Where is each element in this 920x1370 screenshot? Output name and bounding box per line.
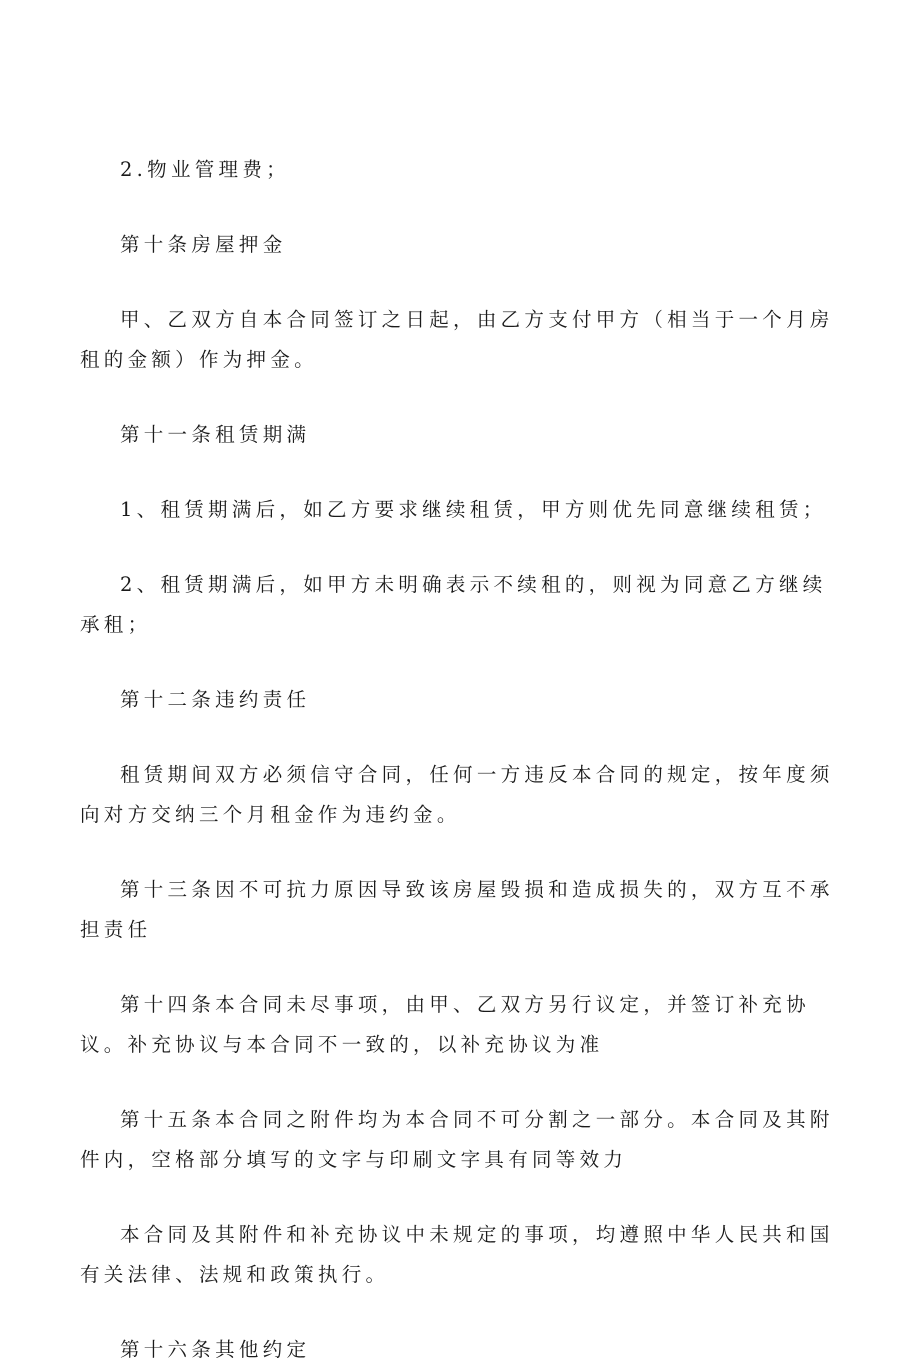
paragraph-renewal-1: 1、租赁期满后，如乙方要求继续租赁，甲方则优先同意继续租赁； (119, 498, 827, 521)
paragraph-article-14: 第十四条本合同未尽事项，由甲、乙双方另行议定，并签订补充协议。补充协议与本合同不一致的，以补充协议为准 (80, 993, 810, 1056)
paragraph-breach: 租赁期间双方必须信守合同，任何一方违反本合同的规定，按年度须向对方交纳三个月租金作为违约金。 (80, 763, 834, 826)
heading-article-16: 第十六条其他约定 (119, 1338, 311, 1361)
paragraph-article-13: 第十三条因不可抗力原因导致该房屋毁损和造成损失的，双方互不承担责任 (80, 878, 834, 941)
paragraph-applicable-law: 本合同及其附件和补充协议中未规定的事项，均遵照中华人民共和国有关法律、法规和政策执行。 (80, 1223, 834, 1286)
paragraph-article-15: 第十五条本合同之附件均为本合同不可分割之一部分。本合同及其附件内，空格部分填写的文字与印刷文字具有同等效力 (80, 1108, 834, 1171)
heading-article-10: 第十条房屋押金 (119, 233, 287, 256)
heading-article-11: 第十一条租赁期满 (119, 423, 311, 446)
paragraph-deposit: 甲、乙双方自本合同签订之日起，由乙方支付甲方（相当于一个月房租的金额）作为押金。 (80, 308, 834, 371)
paragraph-renewal-2: 2、租赁期满后，如甲方未明确表示不续租的，则视为同意乙方继续承租； (80, 573, 827, 636)
heading-article-12: 第十二条违约责任 (119, 688, 311, 711)
paragraph-property-fee: 2.物业管理费； (119, 158, 290, 181)
document-body (80, 150, 840, 1370)
